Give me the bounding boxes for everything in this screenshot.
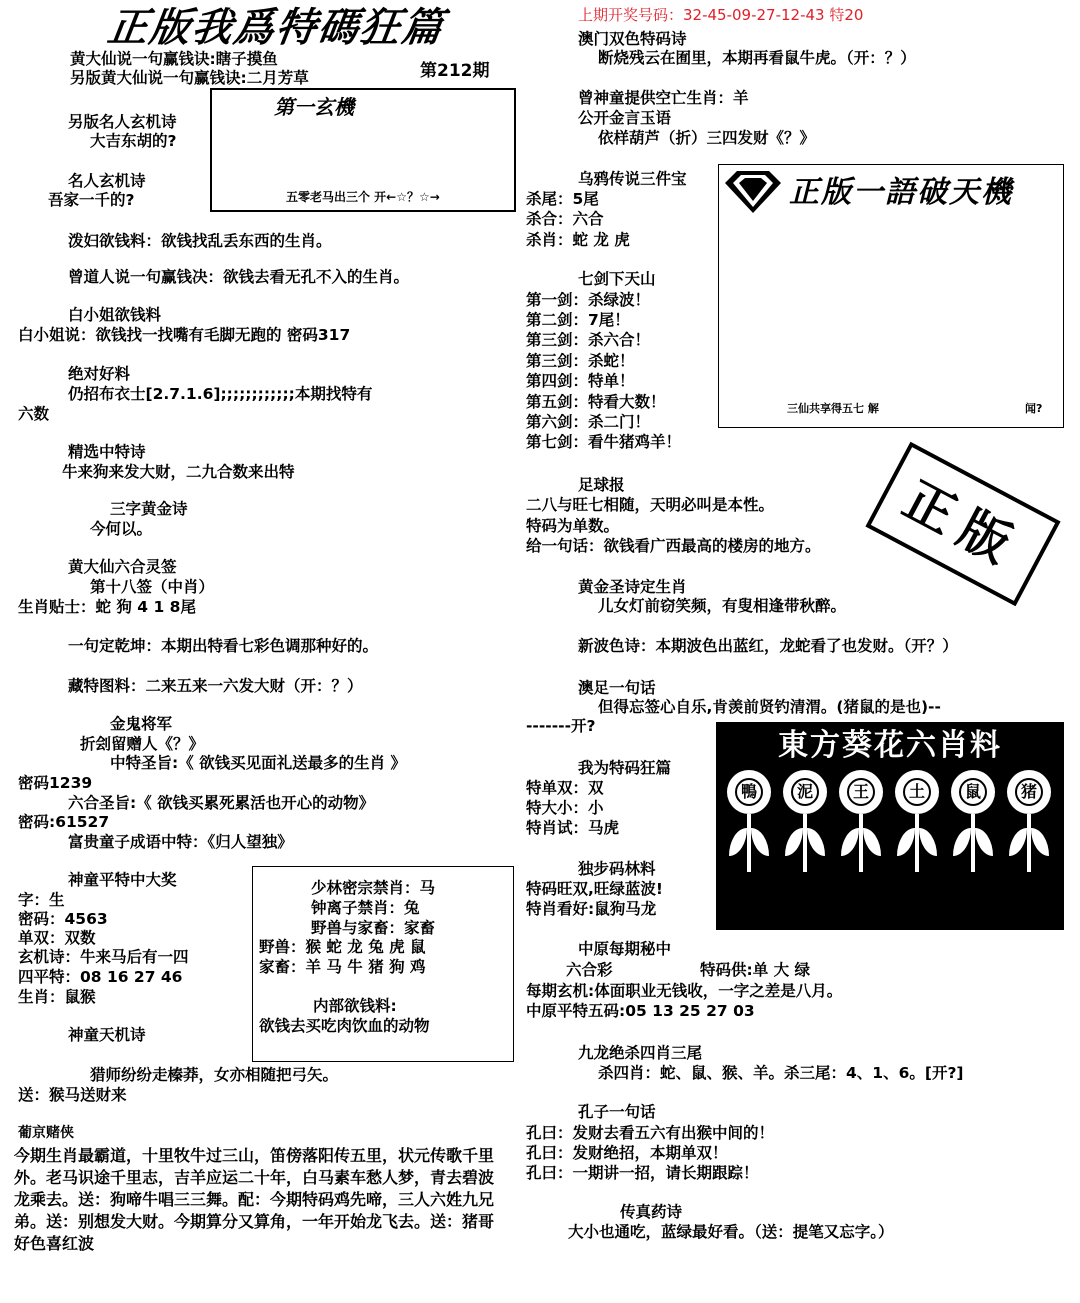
left-line: 生肖贴士：蛇 狗 4 1 8尾: [18, 598, 196, 616]
right-line: 中原每期秘中: [578, 940, 672, 958]
right-line: 特肖看好:鼠狗马龙: [526, 900, 657, 918]
left-line: 四平特：08 16 27 46: [18, 968, 183, 986]
left-line: 绝对好料: [68, 365, 131, 383]
left-line: 富贵童子成语中特：《归人望独》: [68, 833, 293, 851]
yiyu-box: [718, 164, 1064, 428]
left-line: 第十八签（中肖）: [90, 578, 215, 596]
right-line: 澳足一句话: [578, 679, 656, 697]
right-line: 儿女灯前窃笑频，有叟相逢带秋醉。: [598, 597, 847, 615]
shaolin-line: 家畜：羊 马 牛 猪 狗 鸡: [259, 958, 426, 976]
left-line: 今何以。: [90, 520, 153, 538]
left-line: 白小姐欲钱料: [68, 306, 162, 324]
xuanji-box-footer: 五零老马出三个 开←☆？☆→: [286, 190, 440, 204]
right-line: 特单双：双: [526, 779, 604, 797]
left-line: 名人玄机诗: [68, 172, 146, 190]
right-line: 孔曰：发财绝招，本期单双！: [526, 1144, 728, 1162]
left-line: 一句定乾坤：本期出特看七彩色调那种好的。: [68, 637, 379, 655]
xuanji-box: [210, 88, 516, 212]
right-line: 杀四肖：蛇、鼠、猴、羊。杀三尾：4、1、6。[开?]: [598, 1064, 964, 1082]
right-line: 六合彩: [566, 961, 613, 979]
right-line: 断烧残云在囿里，本期再看鼠牛虎。（开：？）: [598, 49, 916, 67]
left-line: 黄大仙说一句赢钱诀:瞎子摸鱼: [70, 50, 278, 68]
shaolin-line: 野兽与家畜：家畜: [311, 919, 436, 937]
left-line: 另版黄大仙说一句赢钱诀:二月芳草: [70, 69, 309, 87]
right-line: 依样葫芦（折）三四发财《？》: [598, 129, 816, 147]
shaolin-line: 内部欲钱料:: [313, 997, 397, 1015]
xuanji-box-title: 第一玄機: [274, 95, 354, 119]
zodiac-label: 土: [903, 778, 931, 806]
flower-5: [950, 770, 996, 874]
right-line: 特码供:单 大 绿: [700, 961, 810, 979]
shaolin-line: 野兽：猴 蛇 龙 兔 虎 鼠: [259, 938, 426, 956]
right-line: 澳门双色特码诗: [578, 30, 687, 48]
right-line: 第三剑：杀蛇！: [526, 352, 635, 370]
left-line: 藏特图料：二来五来一六发大财（开：？）: [68, 677, 363, 695]
flower-1: [726, 770, 772, 874]
page-title: 正版我爲特碼狂篇: [104, 5, 448, 51]
flower-panel-title: 東方葵花六肖料: [778, 728, 1002, 763]
flower-4: [894, 770, 940, 874]
right-line: 给一句话：欲钱看广西最高的楼房的地方。: [526, 537, 821, 555]
right-line: 大小也通吃，蓝绿最好看。（送：提笔又忘字。）: [568, 1223, 894, 1241]
shaolin-line: 钟离子禁肖：兔: [311, 899, 420, 917]
right-line: 曾神童提供空亡生肖：羊: [578, 89, 749, 107]
zodiac-label: 猪: [1015, 778, 1043, 806]
left-line: 吾家一千的?: [48, 191, 135, 209]
right-line: 孔曰：发财去看五六有出猴中间的！: [526, 1124, 775, 1142]
flower-6: [1006, 770, 1052, 874]
left-line: 大吉东胡的?: [90, 132, 177, 150]
zodiac-label: 泥: [791, 778, 819, 806]
left-line: 另版名人玄机诗: [68, 113, 177, 131]
right-line: 我为特码狂篇: [578, 759, 672, 777]
shaolin-box: [252, 866, 514, 1062]
left-line: 黄大仙六合灵签: [68, 558, 177, 576]
left-line: 猎师纷纷走榛莽，女亦相随把弓矢。: [90, 1066, 339, 1084]
yiyu-box-footer-right: 闻?: [1025, 402, 1043, 415]
right-line: 杀尾：5尾: [526, 190, 599, 208]
yiyu-box-footer-left: 三仙共享得五七 解: [787, 402, 879, 415]
left-line: 密码:61527: [18, 813, 110, 831]
right-line: 乌鸦传说三件宝: [578, 170, 687, 188]
left-paragraph: 今期生肖最霸道，十里牧牛过三山，笛傍落阳传五里，状元传歌千里外。老马识途千里志，吉羊应运二十年，白马素车愁人梦，青去碧波龙乘去。送：狗啼牛唱三三舞。配：今期特码鸡先啼，三人六姓九兄弟。送：别想发大财。今期算分又算角，一年开始龙飞去。送：猪哥好色喜红波: [14, 1146, 495, 1253]
last-draw-result: 上期开奖号码：32-45-09-27-12-43 特20: [578, 6, 864, 24]
flower-head: [839, 770, 883, 814]
right-line: -------开?: [526, 717, 596, 735]
right-line: 黄金圣诗定生肖: [578, 578, 687, 596]
left-line: 神童平特中大奖: [68, 871, 177, 889]
right-line: 第三剑：杀六合！: [526, 331, 651, 349]
left-line: 三字黄金诗: [110, 500, 188, 518]
left-line: 生肖：鼠猴: [18, 988, 96, 1006]
right-line: 孔曰：一期讲一招，请长期跟踪！: [526, 1164, 759, 1182]
right-line: 但得忘签心自乐,肯羡前贤钓清渭。(猪鼠的是也)--: [598, 698, 941, 716]
right-line: 九龙绝杀四肖三尾: [578, 1044, 703, 1062]
left-line: 泼妇欲钱料：欲钱找乱丢东西的生肖。: [68, 232, 332, 250]
left-line: 六数: [18, 405, 50, 423]
flower-head: [1007, 770, 1051, 814]
right-line: 孔子一句话: [578, 1103, 656, 1121]
flower-2: [782, 770, 828, 874]
left-line: 密码1239: [18, 774, 93, 792]
left-line: 仍招布衣士[2.7.1.6];;;;;;;;;;;;本期找特有: [68, 385, 373, 403]
yiyu-box-title: 正版一語破天機: [789, 175, 1013, 210]
right-line: 二八与旺七相随，天明必叫是本性。: [526, 496, 775, 514]
right-line: 第七剑：看牛猪鸡羊！: [526, 433, 682, 451]
left-line: 单双：双数: [18, 929, 96, 947]
right-line: 公开金言玉语: [578, 109, 672, 127]
right-line: 第五剑：特看大数！: [526, 393, 666, 411]
zhengban-stamp: 正版: [865, 442, 1060, 607]
flower-3: [838, 770, 884, 874]
right-line: 特码为单数。: [526, 517, 620, 535]
left-line: 神童天机诗: [68, 1026, 146, 1044]
right-line: 独步码林料: [578, 860, 656, 878]
shaolin-line: 欲钱去买吃肉饮血的动物: [259, 1017, 430, 1035]
left-line: 玄机诗：牛来马后有一四: [18, 948, 189, 966]
right-line: 特码旺双,旺绿蓝波!: [526, 880, 663, 898]
left-line: 送：猴马送财来: [18, 1086, 127, 1104]
right-line: 每期玄机:体面职业无钱收，一字之差是八月。: [526, 982, 843, 1000]
zodiac-label: 王: [847, 778, 875, 806]
diamond-icon: [723, 169, 783, 215]
left-line: 金鬼将军: [110, 715, 173, 733]
right-line: 第六剑：杀二门！: [526, 413, 651, 431]
left-line: 密码：4563: [18, 910, 108, 928]
flower-head: [727, 770, 771, 814]
left-line: 白小姐说：欲钱找一找嘴有毛脚无跑的 密码317: [18, 326, 351, 344]
right-line: 杀肖：蛇 龙 虎: [526, 231, 630, 249]
flower-head: [895, 770, 939, 814]
right-line: 特肖试：马虎: [526, 819, 620, 837]
right-line: 足球报: [578, 476, 625, 494]
right-line: 第二剑：7尾！: [526, 311, 630, 329]
right-line: 新波色诗：本期波色出蓝红，龙蛇看了也发财。（开？）: [578, 637, 958, 655]
flower-head: [783, 770, 827, 814]
right-line: 中原平特五码:05 13 25 27 03: [526, 1002, 755, 1020]
flower-head: [951, 770, 995, 814]
left-line: 折刽留赠人《？》: [80, 735, 205, 753]
flower-numbers-row-1: 02 03 04 10 11 12 14 15 16 22 23 24: [720, 894, 1005, 910]
shaolin-line: 少林密宗禁肖：马: [311, 879, 436, 897]
right-line: 七剑下天山: [578, 270, 656, 288]
right-line: 特大小：小: [526, 799, 604, 817]
left-line: 牛来狗来发大财，二九合数来出特: [62, 463, 295, 481]
issue-number: 第212期: [420, 61, 490, 81]
left-line: 精选中特诗: [68, 443, 146, 461]
left-line: 曾道人说一句赢钱决：欲钱去看无孔不入的生肖。: [68, 268, 410, 286]
right-line: 第一剑：杀绿波！: [526, 291, 651, 309]
right-line: 传真药诗: [620, 1203, 683, 1221]
zodiac-label: 鼠: [959, 778, 987, 806]
left-line: 字：生: [18, 891, 65, 909]
zodiac-label: 鴨: [735, 778, 763, 806]
flower-numbers-row-2: 26 27 28 34 35 36 38 39 40 46 47 48: [720, 911, 1005, 927]
left-line: 中特圣旨:《 欲钱买见面礼送最多的生肖 》: [110, 754, 406, 772]
left-line: 六合圣旨:《 欲钱买累死累活也开心的动物》: [68, 794, 375, 812]
right-line: 杀合：六合: [526, 210, 604, 228]
left-line: 葡京赌侠: [18, 1125, 74, 1141]
right-line: 第四剑：特单！: [526, 372, 635, 390]
